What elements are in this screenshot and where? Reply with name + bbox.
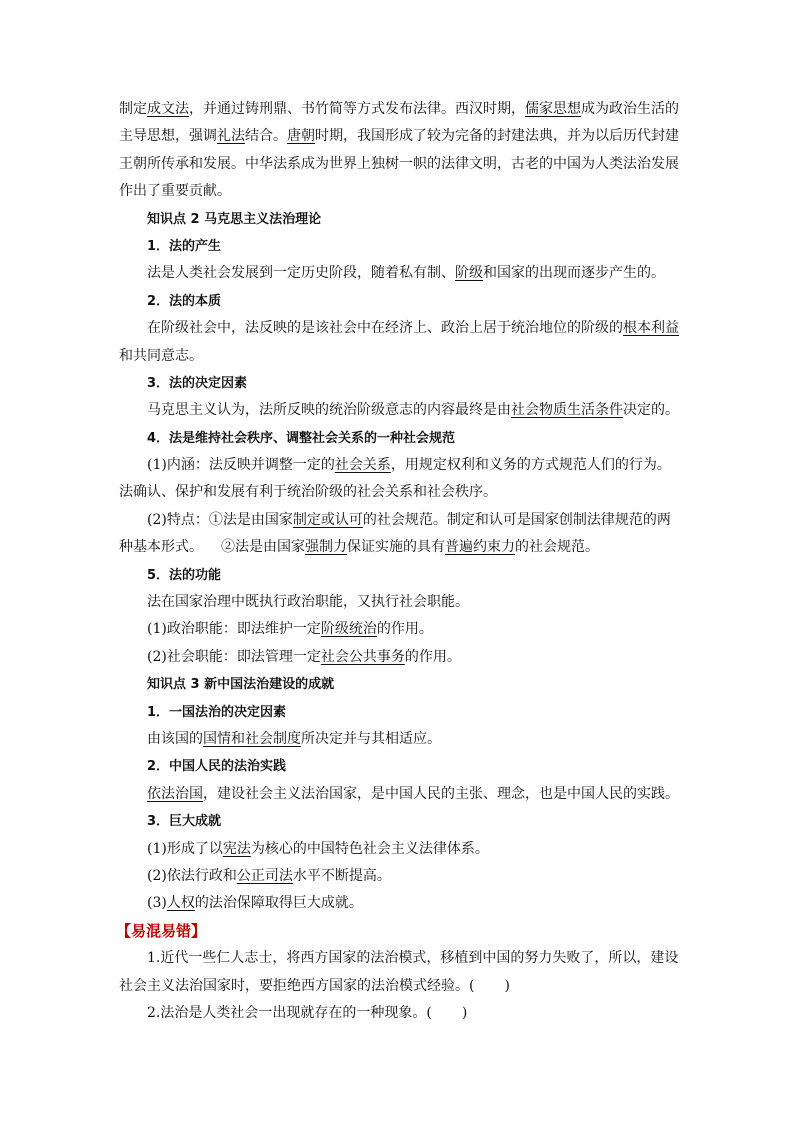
answer-paren-close: )	[461, 1004, 468, 1021]
underlined-term: 社会物质生活条件	[511, 402, 623, 419]
section-title-kp2: 知识点 2 马克思主义法治理论	[147, 211, 322, 227]
text: 的法治保障取得巨大成就。	[194, 895, 363, 912]
text: ，用规定权利和义务的方式规范人们的行为。	[390, 457, 671, 474]
paragraph-line	[119, 315, 679, 342]
underlined-term: 社会关系	[334, 457, 391, 474]
text: 在阶级社会中，法反映的是该社会中在经济上、政治上居于统治地位的阶级的	[147, 320, 623, 337]
text: (3)	[147, 895, 167, 912]
underlined-term: 阶级统治	[320, 621, 377, 638]
underlined-term: 唐朝	[287, 128, 315, 145]
text: 马克思主义认为，法所反映的统治阶级意志的内容最终是由	[147, 402, 511, 419]
paragraph-line: 王朝所传承和发展。中华法系成为世界上独树一帜的法律文明，古老的中国为人类法治发展	[119, 155, 679, 172]
text: 结合。	[245, 128, 287, 145]
paragraph-line: 和共同意志。	[119, 347, 203, 364]
paragraph-line	[119, 397, 679, 424]
underlined-term: 宪法	[222, 840, 251, 857]
question-line	[119, 973, 675, 1000]
text: (1)形成了以	[147, 840, 223, 857]
subsection-title: 3．巨大成就	[147, 814, 222, 830]
text: 时期，我国形成了较为完备的封建法典，并为以后历代封建	[315, 128, 679, 145]
answer-paren-close: )	[504, 977, 510, 994]
paragraph-line	[119, 781, 679, 808]
underlined-term: 社会公共事务	[320, 648, 405, 665]
text: 的社会规范。制定和认可是国家创制法律规范的两	[362, 511, 671, 528]
paragraph-line: 法确认、保护和发展有利于统治阶级的社会关系和社会秩序。	[119, 484, 497, 501]
underlined-term: 强制力	[305, 539, 347, 556]
underlined-term: 公正司法	[236, 867, 293, 884]
text: (2)特点：①法是由国家	[147, 511, 293, 528]
subsection-title: 2．中国人民的法治实践	[147, 759, 287, 775]
paragraph-line	[119, 616, 675, 643]
underlined-term: 成文法	[147, 101, 189, 117]
text: ，建设社会主义法治国家，是中国人民的主张、理念，也是中国人民的实践。	[203, 785, 679, 802]
underlined-term: 根本利益	[623, 320, 679, 337]
subsection-title: 4．法是维持社会秩序、调整社会关系的一种社会规范	[147, 430, 456, 446]
subsection-title: 2．法的本质	[147, 293, 222, 309]
paragraph-line	[119, 644, 675, 671]
text: (2)依法行政和	[147, 867, 237, 884]
paragraph-line: 作出了重要贡献。	[119, 183, 231, 200]
document-content	[116, 96, 679, 1027]
underlined-term: 人权	[166, 895, 195, 912]
text: 法是人类社会发展到一定历史阶段，随着私有制、	[147, 265, 455, 282]
paragraph-line	[119, 507, 675, 534]
paragraph-line	[119, 836, 675, 863]
subsection-title: 5．法的功能	[147, 567, 222, 583]
paragraph-line	[119, 452, 675, 479]
text: 的作用。	[404, 648, 461, 665]
subsection-title: 1．一国法治的决定因素	[147, 704, 287, 720]
text: 制定	[119, 101, 147, 117]
paragraph-line	[119, 534, 675, 561]
text: ，并通过铸刑鼎、书竹简等方式发布法律。西汉时期，	[189, 101, 525, 117]
text: 种基本形式。	[119, 539, 203, 556]
text: 水平不断提高。	[292, 867, 391, 884]
text: 的社会规范。	[515, 539, 599, 556]
question-text: 社会主义法治国家时，要拒绝西方国家的法治模式经验。	[119, 977, 469, 994]
question-line	[119, 1000, 675, 1027]
text: 的作用。	[376, 621, 433, 638]
question-text: 2.法治是人类社会一出现就存在的一种现象。	[147, 1004, 427, 1021]
paragraph-line	[119, 96, 679, 123]
answer-paren-open: (	[469, 977, 475, 994]
paragraph-line	[119, 890, 675, 917]
text: ②法是由国家	[221, 539, 305, 556]
text: 保证实施的具有	[347, 539, 445, 556]
underlined-term: 礼法	[217, 128, 245, 145]
answer-paren-open: (	[426, 1004, 432, 1021]
paragraph-line	[119, 123, 679, 150]
underlined-term: 依法治国	[147, 785, 203, 802]
text: (1)政治职能：即法维护一定	[147, 621, 321, 638]
underlined-term: 国情和社会制度	[203, 730, 301, 747]
paragraph-line: 法在国家治理中既执行政治职能，又执行社会职能。	[147, 594, 469, 611]
paragraph-line	[119, 726, 675, 753]
text: 所决定并与其相适应。	[301, 730, 441, 747]
text: (2)社会职能：即法管理一定	[147, 648, 321, 665]
text: 由该国的	[147, 730, 203, 747]
subsection-title: 3．法的决定因素	[147, 375, 248, 391]
underlined-term: 制定或认可	[292, 511, 363, 528]
question-line: 1.近代一些仁人志士，将西方国家的法治模式，移植到中国的努力失败了，所以，建设	[147, 950, 679, 967]
text: 主导思想，强调	[119, 128, 217, 145]
section-title-kp3: 知识点 3 新中国法治建设的成就	[147, 677, 335, 693]
text: 决定的。	[623, 402, 679, 419]
paragraph-line	[119, 863, 675, 890]
underlined-term: 儒家思想	[525, 101, 581, 117]
underlined-term: 普遍约束力	[445, 539, 515, 556]
confusion-section-title: 【易混易错】	[116, 921, 207, 940]
text: 成为政治生活的	[581, 101, 679, 117]
text: 和国家的出现而逐步产生的。	[483, 265, 665, 282]
underlined-term: 阶级	[455, 265, 483, 282]
text: 为核心的中国特色社会主义法律体系。	[250, 840, 489, 857]
subsection-title: 1．法的产生	[147, 238, 222, 254]
text: (1)内涵：法反映并调整一定的	[147, 457, 335, 474]
paragraph-line	[119, 260, 675, 287]
